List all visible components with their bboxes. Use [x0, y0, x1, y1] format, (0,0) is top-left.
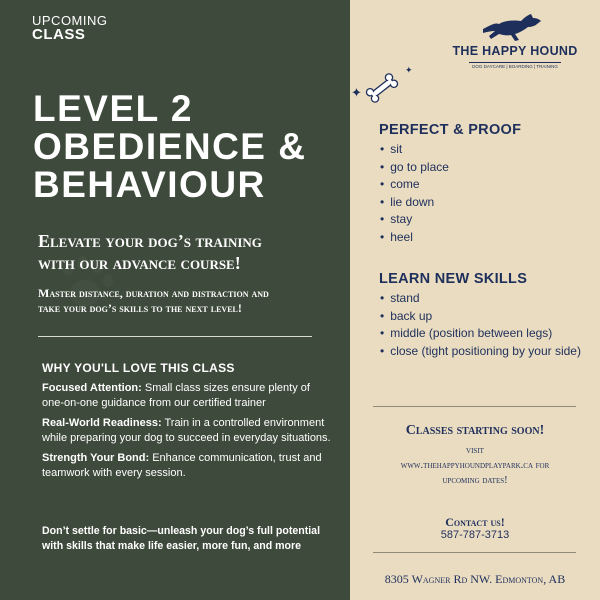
- bone-icon: [362, 70, 402, 106]
- divider: [38, 336, 312, 337]
- subtext-line-1: Master distance, duration and distraction and: [38, 286, 269, 300]
- benefit-text: Small class sizes ensure plenty of: [141, 382, 310, 394]
- benefit-item: [42, 416, 342, 445]
- visit-text: visit: [466, 445, 484, 456]
- benefit-label: Real-World Readiness:: [42, 417, 162, 429]
- benefit-text: teamwork with every session.: [42, 466, 186, 479]
- benefit-text: Train in a controlled environment: [161, 417, 325, 429]
- title-line-3: BEHAVIOUR: [33, 164, 266, 205]
- dates-text: upcoming dates!: [442, 475, 508, 486]
- list-item: • go to place: [380, 159, 449, 177]
- list-item: • stay: [380, 211, 449, 229]
- subheading-line-2: with our advance course!: [38, 253, 241, 273]
- classes-starting-title: Classes starting soon!: [405, 423, 545, 438]
- classes-info: [350, 443, 600, 488]
- list-item: • stand: [380, 290, 581, 308]
- closing-line-1: Don’t settle for basic—unleash your dog’s full potential: [42, 525, 321, 537]
- divider: [373, 406, 576, 407]
- why-title: WHY YOU'LL LOVE THIS CLASS: [42, 361, 235, 375]
- section-title-perfect-proof: PERFECT & PROOF: [379, 122, 522, 138]
- list-item: • close (tight positioning by your side): [380, 343, 581, 361]
- list-item: • middle (position between legs): [380, 325, 581, 343]
- list-item: • lie down: [380, 194, 449, 212]
- sparkle-icon: ✦: [351, 85, 362, 100]
- list-item: • heel: [380, 229, 449, 247]
- divider: [373, 552, 576, 553]
- brand-divider: [469, 62, 561, 63]
- sparkle-icon: ✦: [405, 65, 413, 75]
- closing-line-2: with skills that make life easier, more fun, and more: [42, 539, 302, 552]
- learn-new-skills-list: [380, 290, 581, 360]
- benefit-label: Strength Your Bond:: [42, 452, 150, 464]
- brand-tagline: DOG DAYCARE | BOARDING | TRAINING: [472, 64, 558, 69]
- list-item: • sit: [380, 141, 449, 159]
- subtext: [38, 286, 343, 316]
- leaping-dog-icon: [481, 12, 543, 42]
- contact-title: Contact us!: [445, 515, 505, 529]
- subtext-line-2: take your dog’s skills to the next level!: [38, 301, 242, 315]
- title-line-2: OBEDIENCE &: [33, 126, 307, 167]
- list-item: • back up: [380, 308, 581, 326]
- brand-name: THE HAPPY HOUND: [452, 44, 578, 58]
- upcoming-class-badge: [32, 14, 108, 42]
- title-line-1: LEVEL 2: [33, 88, 193, 129]
- phone-number[interactable]: 587-787-3713: [440, 529, 510, 541]
- website-link[interactable]: www.thehappyhoundplaypark.ca for: [400, 460, 550, 471]
- benefit-item: [42, 451, 342, 480]
- subheading: [38, 230, 343, 274]
- address: 8305 Wagner Rd NW. Edmonton, AB: [384, 572, 566, 586]
- benefit-text: Enhance communication, trust and: [149, 452, 322, 464]
- subheading-line-1: Elevate your dog’s training: [38, 231, 262, 251]
- brand-logo: [445, 12, 585, 72]
- benefit-text: while preparing your dog to succeed in everyday situations.: [42, 431, 331, 444]
- benefit-item: [42, 381, 342, 410]
- closing-statement: [42, 524, 342, 553]
- benefit-text: one-on-one guidance from our certified trainer: [42, 396, 266, 409]
- list-item: • come: [380, 176, 449, 194]
- page-title: [33, 90, 343, 204]
- section-title-learn-new-skills: LEARN NEW SKILLS: [379, 271, 528, 287]
- badge-line-1: UPCOMING: [32, 13, 108, 28]
- benefit-label: Focused Attention:: [42, 382, 142, 394]
- badge-line-2: CLASS: [32, 26, 86, 43]
- perfect-proof-list: [380, 141, 449, 246]
